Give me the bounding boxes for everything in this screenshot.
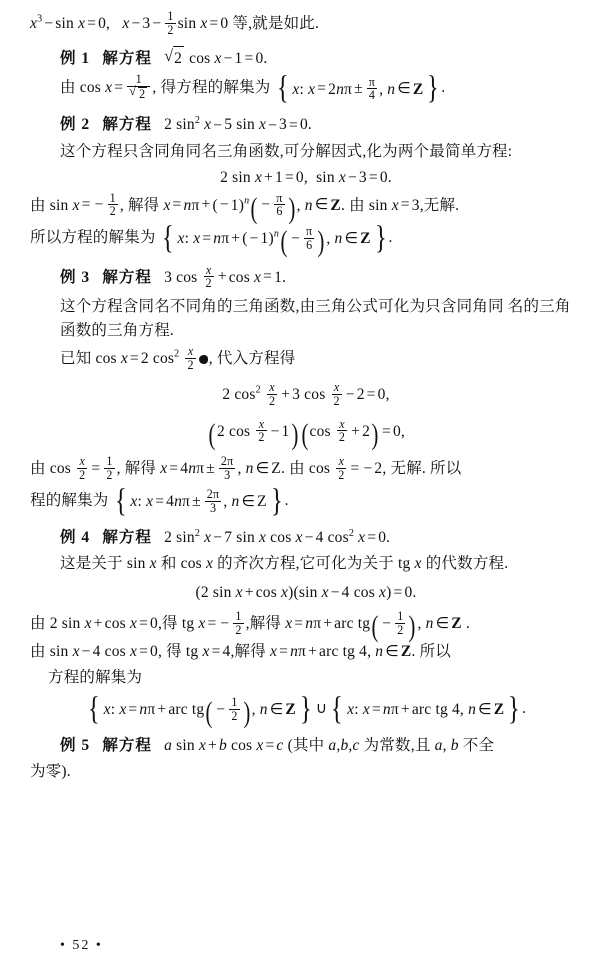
page-content (30, 10, 582, 786)
example-2-line-1: 这个方程只含同角同名三角函数,可分解因式,化为两个最简单方程: (60, 142, 513, 160)
example-3-title: 解方程 (102, 268, 152, 286)
example-3-label: 例 3 (60, 268, 91, 286)
example-4-line-3: 由 sin x − 4 cos x = 0, 得 tg x = 4,解得 x = nπ + arc tg 4, n ∈ Z. 所以 (30, 643, 452, 661)
ink-blot (199, 355, 208, 364)
example-5-line-2: 为零). (30, 763, 71, 781)
example-3-line-3: 由 cos $\frac{x}{2}$ = $\frac{1}{2}$ , 解得 x = 4nπ ± $\frac{2\pi}{3}$ , n ∈ Z. 由 cos $\frac{x}{2}$ = − 2, 无解. 所以 (30, 454, 462, 483)
example-5-title: 解方程 (102, 737, 152, 755)
example-4-heading: 例 4 解方程 2 $\sin^2 x - 7$ sin x cos x − 4 $\cos^2 x = 0$. (60, 528, 391, 547)
example-1-title: 解方程 (102, 50, 152, 68)
example-1-label: 例 1 (60, 50, 91, 68)
example-3-display-2: (2 cos $\frac{x}{2}$ − 1) (cos $\frac{x}{2}$ + 2) = 0, (208, 416, 406, 451)
example-3-heading: 例 3 解方程 3 cos $\frac{x}{2}$ + cos x = 1. (60, 262, 287, 291)
example-3-line-2: 已知 cos x = 2 $\cos^2$ $\frac{x}{2}$ , 代入方程得 (60, 343, 296, 372)
example-3-display-1: 2 $\cos^2$ $\frac{x}{2}$ + 3 cos $\frac{x}{2}$ − 2 = 0, (222, 380, 390, 409)
intro-line: $x^3 - \sin x = 0$, x − 3 − $\frac{1}{2}$ sin x = 0 等,就是如此. (30, 9, 320, 37)
example-4-title: 解方程 (102, 529, 152, 547)
page-footer: • 52 • (60, 938, 103, 953)
example-4-label: 例 4 (60, 529, 91, 547)
example-2-label: 例 2 (60, 116, 91, 134)
example-2-display-1: 2 sin x + 1 = 0, sin x − 3 = 0. (220, 168, 392, 186)
example-5-label: 例 5 (60, 737, 91, 755)
example-2-line-3: 所以方程的解集为 { x: x = nπ + ( − 1)$^n$( − $\frac{\pi}{6}$ ), n ∈ Z } . (30, 220, 393, 259)
example-4-line-4: 方程的解集为 (48, 669, 143, 687)
example-2-heading: 例 2 解方程 2 $\sin^2 x - 5$ sin x − 3 = 0. (60, 115, 312, 134)
example-1-solution: 由 cos x = 1 √ 2 , 得方程的解集为 { x: x = 2nπ ± $\frac{\pi}{4}$ , n ∈ Z } . (30, 73, 582, 103)
example-2-line-2: 由 sin x = − $\frac{1}{2}$ , 解得 x = nπ + ( − 1)$^n$( − $\frac{\pi}{6}$ ), n ∈ Z. 由 sin x = 3,无解. (30, 190, 460, 225)
example-4-line-1: 这是关于 sin x 和 cos x 的齐次方程,它可化为关于 tg x 的代数方程. (60, 555, 509, 573)
example-4-display-1: (2 sin x + cos x)(sin x − 4 cos x) = 0. (195, 584, 417, 602)
example-1-heading: 例 1 解方程 √ 2 cos x − 1 = 0. (30, 46, 582, 71)
example-3-line-1: 这个方程含同名不同角的三角函数,由三角公式可化为只含同角同 名的三​角函数的三角方程. (60, 297, 571, 339)
example-4-display-2: { x: x = nπ + arc tg( − $\frac{1}{2}$ ), n ∈ Z } ∪ { x: x = nπ + arc tg 4, n ∈ Z } . (87, 691, 527, 729)
example-3-line-4: 程的解集为 { x: x = 4nπ ± $\frac{2\pi}{3}$ , n ∈ Z } . (30, 482, 289, 519)
example-4-line-2: 由 2 sin x + cos x = 0,得 tg x = − $\frac{1}{2}$ ,解得 x = nπ + arc tg( − $\frac{1}{2}$ ), n ∈ Z . (30, 609, 470, 644)
example-2-title: 解方程 (102, 116, 152, 134)
example-5-heading: 例 5 解方程 a sin x + b cos x = c (其中 a,b,c 为常数,且 a, b 不全 (60, 737, 495, 755)
